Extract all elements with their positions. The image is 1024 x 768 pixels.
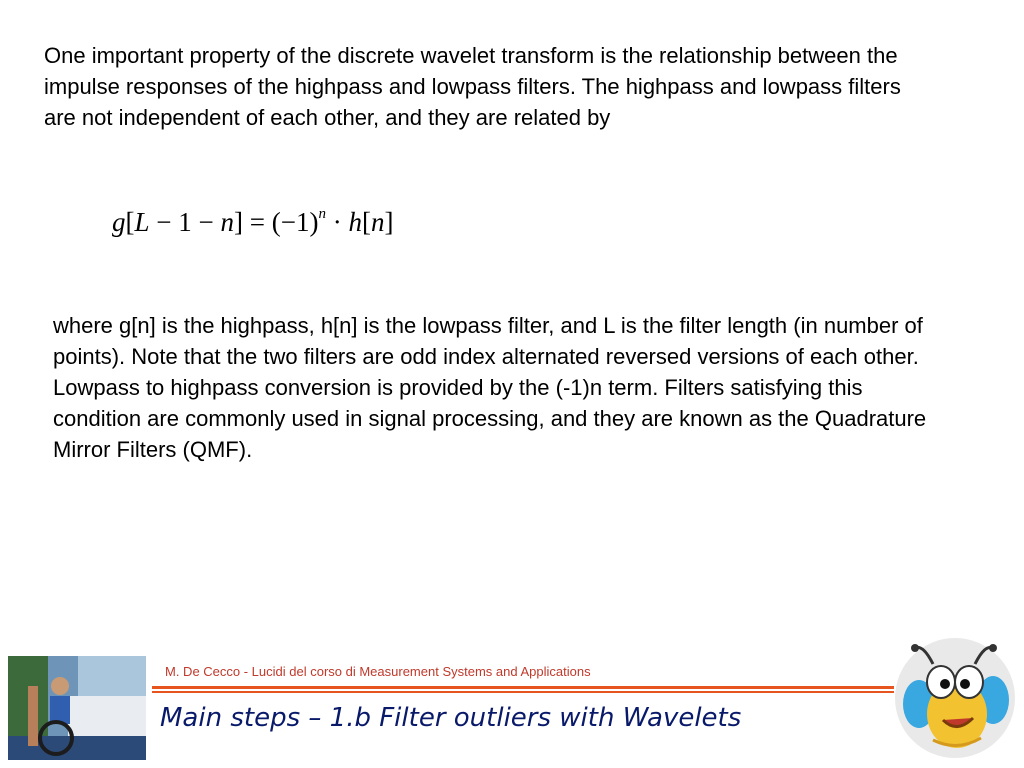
formula-minus-terms: − 1 − xyxy=(149,207,221,237)
formula-equals: = (−1) xyxy=(243,207,319,237)
formula-h: h xyxy=(348,207,362,237)
footer-photo xyxy=(8,656,146,760)
formula-lbracket-2: [ xyxy=(361,207,371,237)
footer-divider xyxy=(152,686,894,694)
formula-n2: n xyxy=(370,207,385,237)
formula-dot: · xyxy=(325,207,349,237)
intro-paragraph: One important property of the discrete wavelet transform is the relationship between the impulse responses of the highpass and lowpass filters. The highpass and lowpass filters are not independent of each other, and they are related by xyxy=(44,43,901,130)
formula-L: L xyxy=(134,207,150,237)
footer-credit: M. De Cecco - Lucidi del corso di Measurement Systems and Applications xyxy=(165,664,591,679)
bug-mascot-logo xyxy=(893,634,1017,762)
wheelchair-photo-illustration xyxy=(8,656,146,760)
formula-rbracket-1: ] xyxy=(234,207,243,237)
qmf-formula xyxy=(112,206,393,238)
formula-exponent: n xyxy=(318,206,326,222)
slide-title: Main steps – 1.b Filter outliers with Wavelets xyxy=(160,703,742,733)
formula-rbracket-2: ] xyxy=(384,207,394,237)
formula-lbracket-1: [ xyxy=(125,207,135,237)
formula-n1: n xyxy=(220,207,234,237)
explanation-paragraph: where g[n] is the highpass, h[n] is the lowpass filter, and L is the filter length (in number of points). Note that the two filters are odd index alternated reversed versions of each other. Lowpass to highpass conversion is provided by the (-1)n term. Filters satisfying this condition are commonly used in signal processing, and they are known as the Quadrature Mirror Filters (QMF). xyxy=(53,313,927,462)
mascot-icon xyxy=(893,634,1017,762)
formula-g: g xyxy=(112,207,126,237)
